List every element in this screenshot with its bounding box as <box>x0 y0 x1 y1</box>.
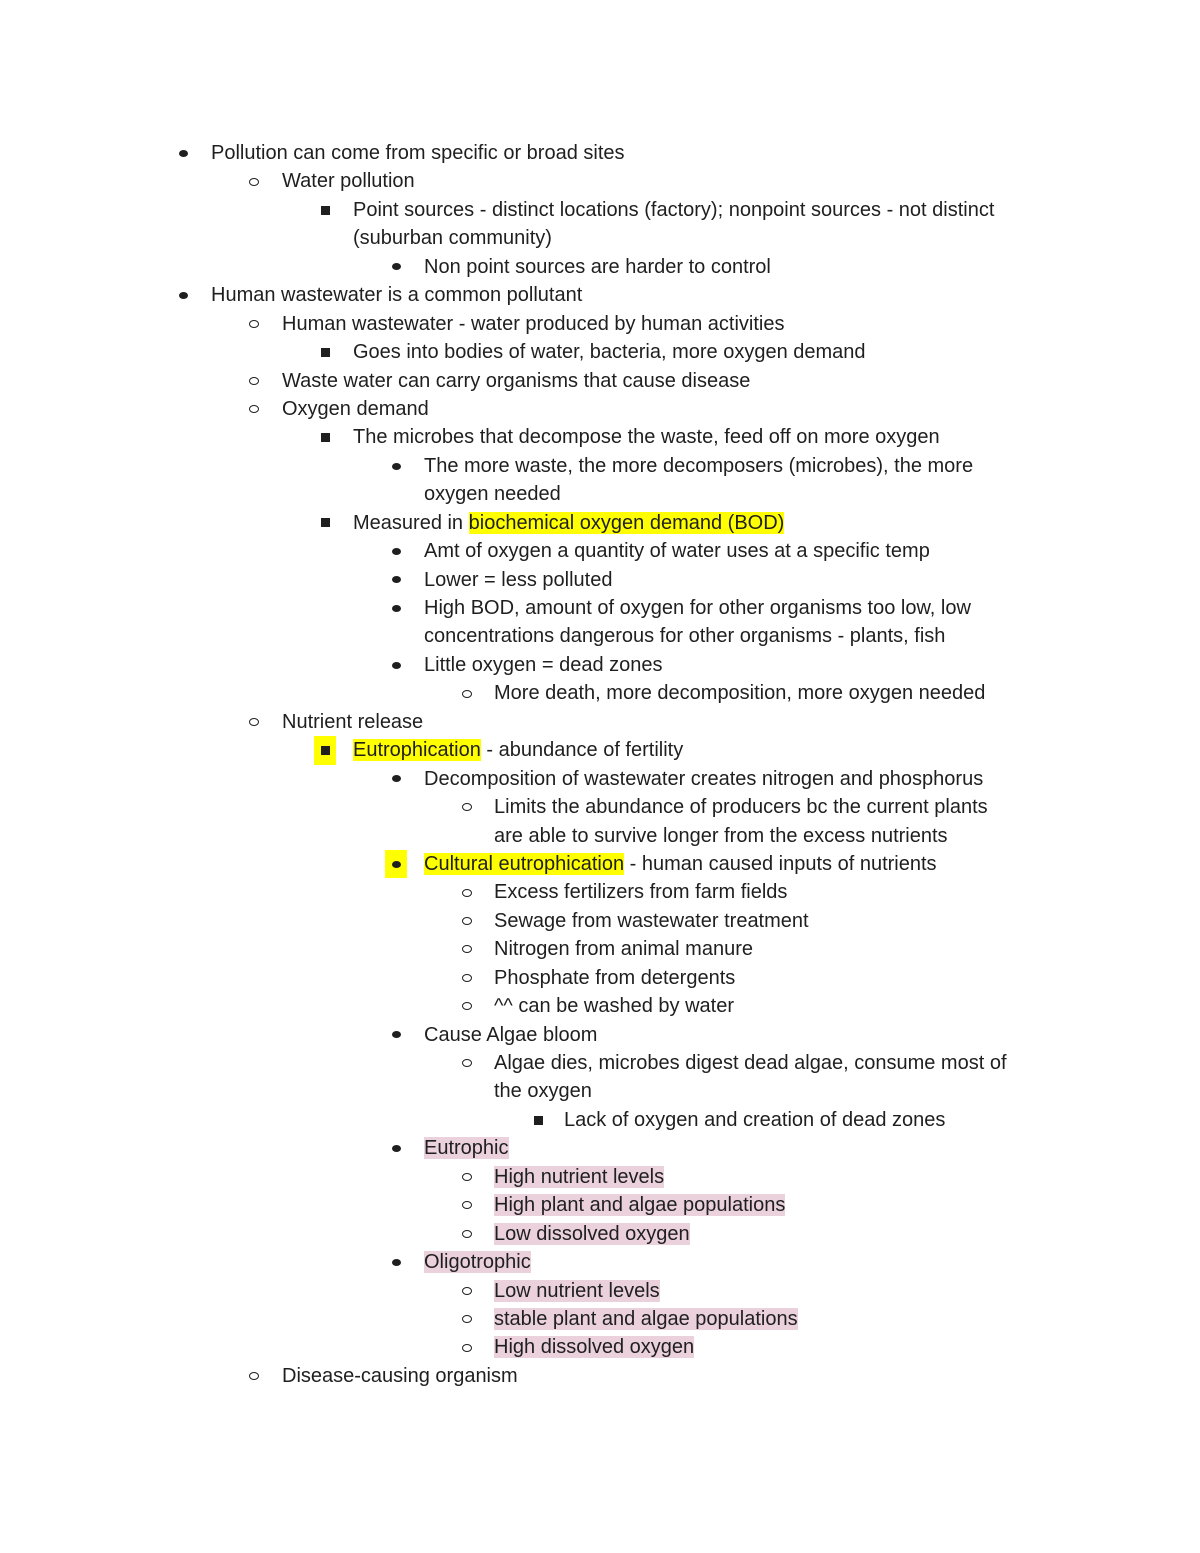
circle-bullet-icon <box>456 1191 478 1219</box>
outline-text <box>353 736 683 764</box>
text-segment: Sewage from wastewater treatment <box>494 909 809 932</box>
outline-text <box>424 1021 597 1049</box>
disc-bullet-icon <box>385 452 407 480</box>
text-segment: Water pollution <box>282 170 415 193</box>
text-segment: Measured in <box>353 511 469 534</box>
outline-text <box>494 935 753 963</box>
outline-text <box>211 281 582 309</box>
outline-line <box>0 1163 1200 1191</box>
outline-line <box>0 1191 1200 1219</box>
disc-bullet-icon <box>385 765 407 793</box>
text-segment: Limits the abundance of producers bc the current plants <box>494 796 988 819</box>
text-segment: Goes into bodies of water, bacteria, more oxygen demand <box>353 341 866 364</box>
circle-bullet-icon <box>456 907 478 935</box>
outline-text <box>353 196 994 224</box>
text-segment: Pollution can come from specific or broad sites <box>211 142 625 164</box>
circle-bullet-icon <box>456 1220 478 1248</box>
disc-bullet-icon <box>385 566 407 594</box>
text-segment: Lower = less polluted <box>424 568 613 591</box>
square-bullet-icon <box>527 1106 549 1134</box>
outline-text <box>494 907 809 935</box>
outline-text <box>494 964 735 992</box>
text-segment: concentrations dangerous for other organisms - plants, fish <box>424 625 946 648</box>
outline-text <box>353 509 784 537</box>
highlighted-term: Eutrophic <box>424 1137 509 1160</box>
outline-line <box>0 736 1200 764</box>
outline-text <box>424 594 971 622</box>
outline-line <box>0 1305 1200 1333</box>
outline-text <box>424 765 983 793</box>
circle-bullet-icon <box>243 310 265 338</box>
circle-bullet-icon <box>243 1362 265 1390</box>
disc-bullet-icon <box>385 537 407 565</box>
text-segment: Nutrient release <box>282 710 424 733</box>
outline-line <box>0 537 1200 565</box>
outline-text <box>494 1077 592 1105</box>
outline-text <box>282 367 750 395</box>
text-segment: Point sources - distinct locations (factory); nonpoint sources - not distinct <box>353 198 995 221</box>
text-segment: Excess fertilizers from farm fields <box>494 881 788 904</box>
disc-bullet-icon <box>172 281 194 309</box>
circle-bullet-icon <box>456 1333 478 1361</box>
outline-text <box>353 423 940 451</box>
circle-bullet-icon <box>243 367 265 395</box>
outline-text <box>353 338 866 366</box>
outline-text <box>424 622 945 650</box>
highlighted-term: High plant and algae populations <box>494 1194 786 1217</box>
text-segment: Little oxygen = dead zones <box>424 653 663 676</box>
outline-line <box>0 765 1200 793</box>
outline-line <box>0 395 1200 423</box>
outline-text <box>424 537 930 565</box>
outline-line <box>0 594 1200 622</box>
text-segment: Amt of oxygen a quantity of water uses at a specific temp <box>424 540 930 563</box>
outline-text <box>282 1362 518 1390</box>
disc-bullet-icon <box>385 850 407 878</box>
circle-bullet-icon <box>456 679 478 707</box>
text-segment: the oxygen <box>494 1080 592 1103</box>
outline-text <box>494 1333 694 1361</box>
disc-bullet-icon <box>385 1021 407 1049</box>
outline-line <box>0 1220 1200 1248</box>
outline-line <box>0 281 1200 309</box>
circle-bullet-icon <box>456 1049 478 1077</box>
disc-bullet-icon <box>385 1134 407 1162</box>
square-bullet-icon <box>314 509 336 537</box>
disc-bullet-icon <box>385 253 407 281</box>
circle-bullet-icon <box>456 964 478 992</box>
outline-line <box>0 1106 1200 1134</box>
outline-line <box>0 1077 1200 1105</box>
outline-text <box>494 679 985 707</box>
outline-line <box>0 992 1200 1020</box>
highlighted-term: High dissolved oxygen <box>494 1336 695 1359</box>
outline-line <box>0 793 1200 821</box>
outline-line <box>0 1248 1200 1276</box>
text-segment: Non point sources are harder to control <box>424 255 771 278</box>
highlighted-term: High nutrient levels <box>494 1165 665 1188</box>
outline-line <box>0 196 1200 224</box>
text-segment: ^^ can be washed by water <box>494 995 735 1018</box>
text-segment: The more waste, the more decomposers (microbes), the more <box>424 454 974 477</box>
outline-text <box>282 310 784 338</box>
circle-bullet-icon <box>243 708 265 736</box>
highlighted-term: stable plant and algae populations <box>494 1307 798 1330</box>
outline-line <box>0 480 1200 508</box>
outline-text <box>282 167 415 195</box>
circle-bullet-icon <box>243 395 265 423</box>
circle-bullet-icon <box>456 793 478 821</box>
outline-text <box>494 1191 785 1219</box>
outline-line <box>0 651 1200 679</box>
disc-bullet-icon <box>385 651 407 679</box>
outline-text <box>353 224 552 252</box>
outline-line <box>0 1021 1200 1049</box>
text-segment: Lack of oxygen and creation of dead zones <box>564 1108 946 1131</box>
circle-bullet-icon <box>456 878 478 906</box>
highlighted-term: Low nutrient levels <box>494 1279 660 1302</box>
outline-text <box>494 793 988 821</box>
outline-line <box>0 1277 1200 1305</box>
outline-line <box>0 167 1200 195</box>
disc-bullet-icon <box>172 139 194 167</box>
outline-text <box>424 480 561 508</box>
outline-line <box>0 509 1200 537</box>
text-segment: Algae dies, microbes digest dead algae, consume most of <box>494 1052 1007 1074</box>
outline-line <box>0 679 1200 707</box>
square-bullet-icon <box>314 736 336 764</box>
outline-text <box>424 253 771 281</box>
circle-bullet-icon <box>456 1163 478 1191</box>
outline-text <box>211 139 625 167</box>
disc-bullet-icon <box>385 594 407 622</box>
disc-bullet-icon <box>385 1248 407 1276</box>
highlighted-term: biochemical oxygen demand (BOD) <box>468 511 785 534</box>
text-segment: Decomposition of wastewater creates nitrogen and phosphorus <box>424 767 984 790</box>
outline-line <box>0 310 1200 338</box>
square-bullet-icon <box>314 338 336 366</box>
outline-text <box>494 1049 1007 1077</box>
outline-text <box>424 651 663 679</box>
outline-text <box>564 1106 945 1134</box>
outline-line <box>0 850 1200 878</box>
outline-text <box>494 992 734 1020</box>
square-bullet-icon <box>314 196 336 224</box>
outline-line <box>0 338 1200 366</box>
text-segment: Nitrogen from animal manure <box>494 938 753 961</box>
outline-text <box>424 850 937 878</box>
outline-line <box>0 367 1200 395</box>
bulleted-notes <box>0 139 1200 1390</box>
outline-line <box>0 878 1200 906</box>
outline-line <box>0 935 1200 963</box>
outline-line <box>0 708 1200 736</box>
text-segment: More death, more decomposition, more oxygen needed <box>494 682 986 705</box>
outline-text <box>494 878 787 906</box>
text-segment: The microbes that decompose the waste, feed off on more oxygen <box>353 426 940 449</box>
outline-line <box>0 1134 1200 1162</box>
text-segment: Phosphate from detergents <box>494 966 736 989</box>
outline-line <box>0 423 1200 451</box>
square-bullet-icon <box>314 423 336 451</box>
outline-text <box>494 1220 690 1248</box>
outline-line <box>0 1049 1200 1077</box>
outline-text <box>494 1277 660 1305</box>
outline-line <box>0 964 1200 992</box>
text-segment: Human wastewater - water produced by human activities <box>282 312 785 335</box>
highlighted-term: Cultural eutrophication <box>424 852 625 875</box>
outline-line <box>0 1333 1200 1361</box>
outline-line <box>0 1362 1200 1390</box>
outline-line <box>0 622 1200 650</box>
outline-line <box>0 253 1200 281</box>
text-segment: High BOD, amount of oxygen for other organisms too low, low <box>424 597 971 619</box>
outline-line <box>0 566 1200 594</box>
outline-line <box>0 907 1200 935</box>
outline-text <box>424 566 612 594</box>
text-segment: oxygen needed <box>424 483 561 506</box>
outline-text <box>282 395 429 423</box>
outline-text <box>494 822 948 850</box>
circle-bullet-icon <box>456 992 478 1020</box>
text-segment: Oxygen demand <box>282 397 429 420</box>
circle-bullet-icon <box>456 1277 478 1305</box>
outline-text <box>494 1163 664 1191</box>
outline-line <box>0 822 1200 850</box>
outline-text <box>424 1248 531 1276</box>
circle-bullet-icon <box>456 1305 478 1333</box>
highlighted-term: Low dissolved oxygen <box>494 1222 690 1245</box>
outline-text <box>282 708 423 736</box>
text-segment: Disease-causing organism <box>282 1364 518 1387</box>
highlighted-term: Oligotrophic <box>424 1251 531 1274</box>
text-segment: Cause Algae bloom <box>424 1023 598 1046</box>
text-segment: Human wastewater is a common pollutant <box>211 284 583 307</box>
outline-line <box>0 452 1200 480</box>
outline-text <box>424 452 973 480</box>
highlighted-term: Eutrophication <box>353 739 481 762</box>
text-segment: - human caused inputs of nutrients <box>624 852 937 875</box>
text-segment: (suburban community) <box>353 227 552 250</box>
outline-text <box>424 1134 509 1162</box>
text-segment: - abundance of fertility <box>480 739 684 762</box>
text-segment: are able to survive longer from the excess nutrients <box>494 824 948 847</box>
text-segment: Waste water can carry organisms that cause disease <box>282 369 751 392</box>
outline-line <box>0 224 1200 252</box>
outline-line <box>0 139 1200 167</box>
circle-bullet-icon <box>456 935 478 963</box>
circle-bullet-icon <box>243 167 265 195</box>
outline-text <box>494 1305 798 1333</box>
